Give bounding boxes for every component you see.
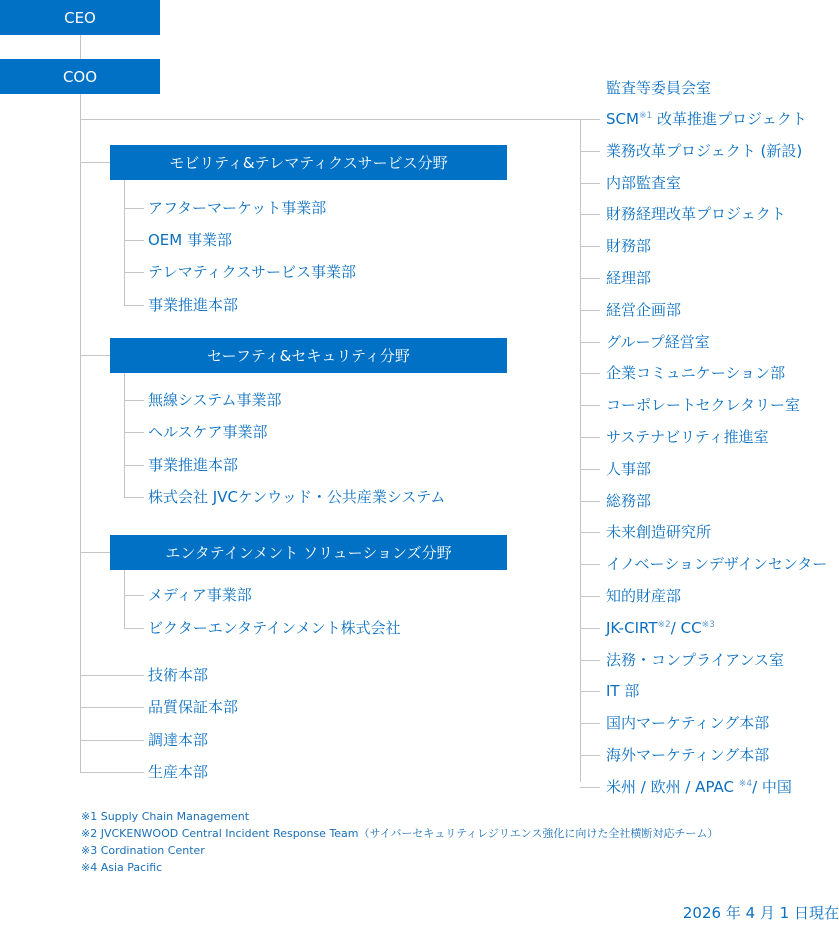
connector-line	[124, 628, 144, 629]
connector-line	[124, 432, 144, 433]
right-dept-item: 経営企画部	[606, 301, 682, 319]
connector-line	[124, 240, 144, 241]
ceo-box	[0, 0, 160, 35]
connector-line	[80, 707, 144, 708]
right-dept-item: SCM$^{※1}$ 改革推進プロジェクト	[606, 110, 807, 128]
direct-unit: 品質保証本部	[148, 698, 239, 716]
direct-unit: 生産本部	[148, 763, 209, 781]
dept-item: ヘルスケア事業部	[148, 423, 268, 441]
dept-item: メディア事業部	[148, 586, 252, 604]
connector-line	[124, 272, 144, 273]
division-title: セーフティ&セキュリティ分野	[207, 347, 410, 365]
connector-line	[124, 465, 144, 466]
dept-item: 株式会社 JVCケンウッド・公共産業システム	[148, 488, 446, 506]
connector-line	[80, 740, 144, 741]
right-dept-item: 経理部	[606, 269, 652, 287]
connector-line	[80, 35, 81, 59]
connector-line	[580, 596, 600, 597]
right-dept-item: IT 部	[606, 682, 640, 700]
connector-line	[580, 755, 600, 756]
footnote: ※3 Cordination Center	[81, 844, 205, 857]
dept-item: 事業推進本部	[148, 456, 239, 474]
right-dept-item: JK-CIRT$^{※2}$/ CC$^{※3}$	[606, 619, 715, 637]
dept-item: テレマティクスサービス事業部	[148, 263, 357, 281]
audit-committee-office: 監査等委員会室	[606, 79, 712, 97]
right-dept-item: 企業コミュニケーション部	[606, 364, 786, 382]
right-dept-item: 業務改革プロジェクト (新設)	[606, 142, 803, 160]
dept-item: ビクターエンタテインメント株式会社	[148, 619, 401, 637]
connector-line	[580, 373, 600, 374]
connector-line	[580, 342, 600, 343]
connector-line	[580, 532, 600, 533]
connector-line	[580, 723, 600, 724]
connector-line	[80, 355, 110, 356]
connector-line	[124, 570, 125, 628]
right-dept-item: 財務部	[606, 237, 652, 255]
right-dept-item: イノベーションデザインセンター	[606, 555, 828, 573]
dept-item: OEM 事業部	[148, 231, 232, 249]
connector-line	[580, 564, 600, 565]
connector-line	[124, 400, 144, 401]
connector-line	[580, 214, 600, 215]
connector-line	[124, 305, 144, 306]
connector-line	[580, 437, 600, 438]
dept-item: 事業推進本部	[148, 296, 239, 314]
coo-box	[0, 59, 160, 94]
dept-item: 無線システム事業部	[148, 391, 282, 409]
right-dept-item: 内部監査室	[606, 174, 682, 192]
connector-line	[580, 501, 600, 502]
right-trunk-line	[580, 119, 581, 782]
division-entertainment-box	[110, 535, 507, 570]
main-trunk-line	[80, 94, 81, 772]
connector-line	[580, 310, 600, 311]
division-title: モビリティ&テレマティクスサービス分野	[169, 154, 448, 172]
connector-line	[124, 180, 125, 305]
connector-line	[580, 787, 600, 788]
footnote: ※1 Supply Chain Management	[81, 810, 250, 823]
ceo-label: CEO	[64, 8, 96, 27]
connector-line	[80, 772, 144, 773]
connector-line	[580, 151, 600, 152]
connector-line	[124, 595, 144, 596]
coo-label: COO	[62, 67, 98, 86]
connector-line	[124, 497, 144, 498]
footnote: ※2 JVCKENWOOD Central Incident Response Team（サイバーセキュリティレジリエンス強化に向けた全社横断対応チーム）	[81, 827, 719, 840]
right-dept-item: 米州 / 欧州 / APAC $^{※4}$/ 中国	[606, 778, 792, 796]
horizontal-connector	[80, 119, 580, 120]
connector-line	[580, 691, 600, 692]
connector-line	[580, 405, 600, 406]
direct-unit: 技術本部	[148, 666, 209, 684]
connector-line	[580, 469, 600, 470]
right-dept-item: 法務・コンプライアンス室	[606, 651, 785, 669]
connector-line	[580, 246, 600, 247]
connector-line	[124, 373, 125, 497]
right-dept-item: コーポレートセクレタリー室	[606, 396, 800, 414]
connector-line	[580, 628, 600, 629]
right-dept-item: 海外マーケティング本部	[606, 746, 770, 764]
connector-line	[580, 660, 600, 661]
connector-line	[580, 183, 600, 184]
connector-line	[80, 552, 110, 553]
right-dept-item: 財務経理改革プロジェクト	[606, 205, 786, 223]
as-of-date: 2026 年 4 月 1 日現在	[682, 904, 839, 922]
connector-line	[580, 278, 600, 279]
division-title: エンタテインメント ソリューションズ分野	[165, 544, 452, 562]
right-dept-item: 未来創造研究所	[606, 523, 712, 541]
connector-line	[580, 119, 600, 120]
right-dept-item: 知的財産部	[606, 587, 682, 605]
right-dept-item: グループ経営室	[606, 333, 710, 351]
connector-line	[124, 208, 144, 209]
right-dept-item: サステナビリティ推進室	[606, 428, 769, 446]
right-dept-item: 総務部	[606, 492, 652, 510]
dept-item: アフターマーケット事業部	[148, 199, 327, 217]
connector-line	[80, 162, 110, 163]
connector-line	[80, 675, 144, 676]
right-dept-item: 国内マーケティング本部	[606, 714, 770, 732]
division-mobility-box	[110, 145, 507, 180]
direct-unit: 調達本部	[148, 731, 209, 749]
right-dept-item: 人事部	[606, 460, 652, 478]
footnote: ※4 Asia Pacific	[81, 861, 163, 874]
division-safety-box	[110, 338, 507, 373]
